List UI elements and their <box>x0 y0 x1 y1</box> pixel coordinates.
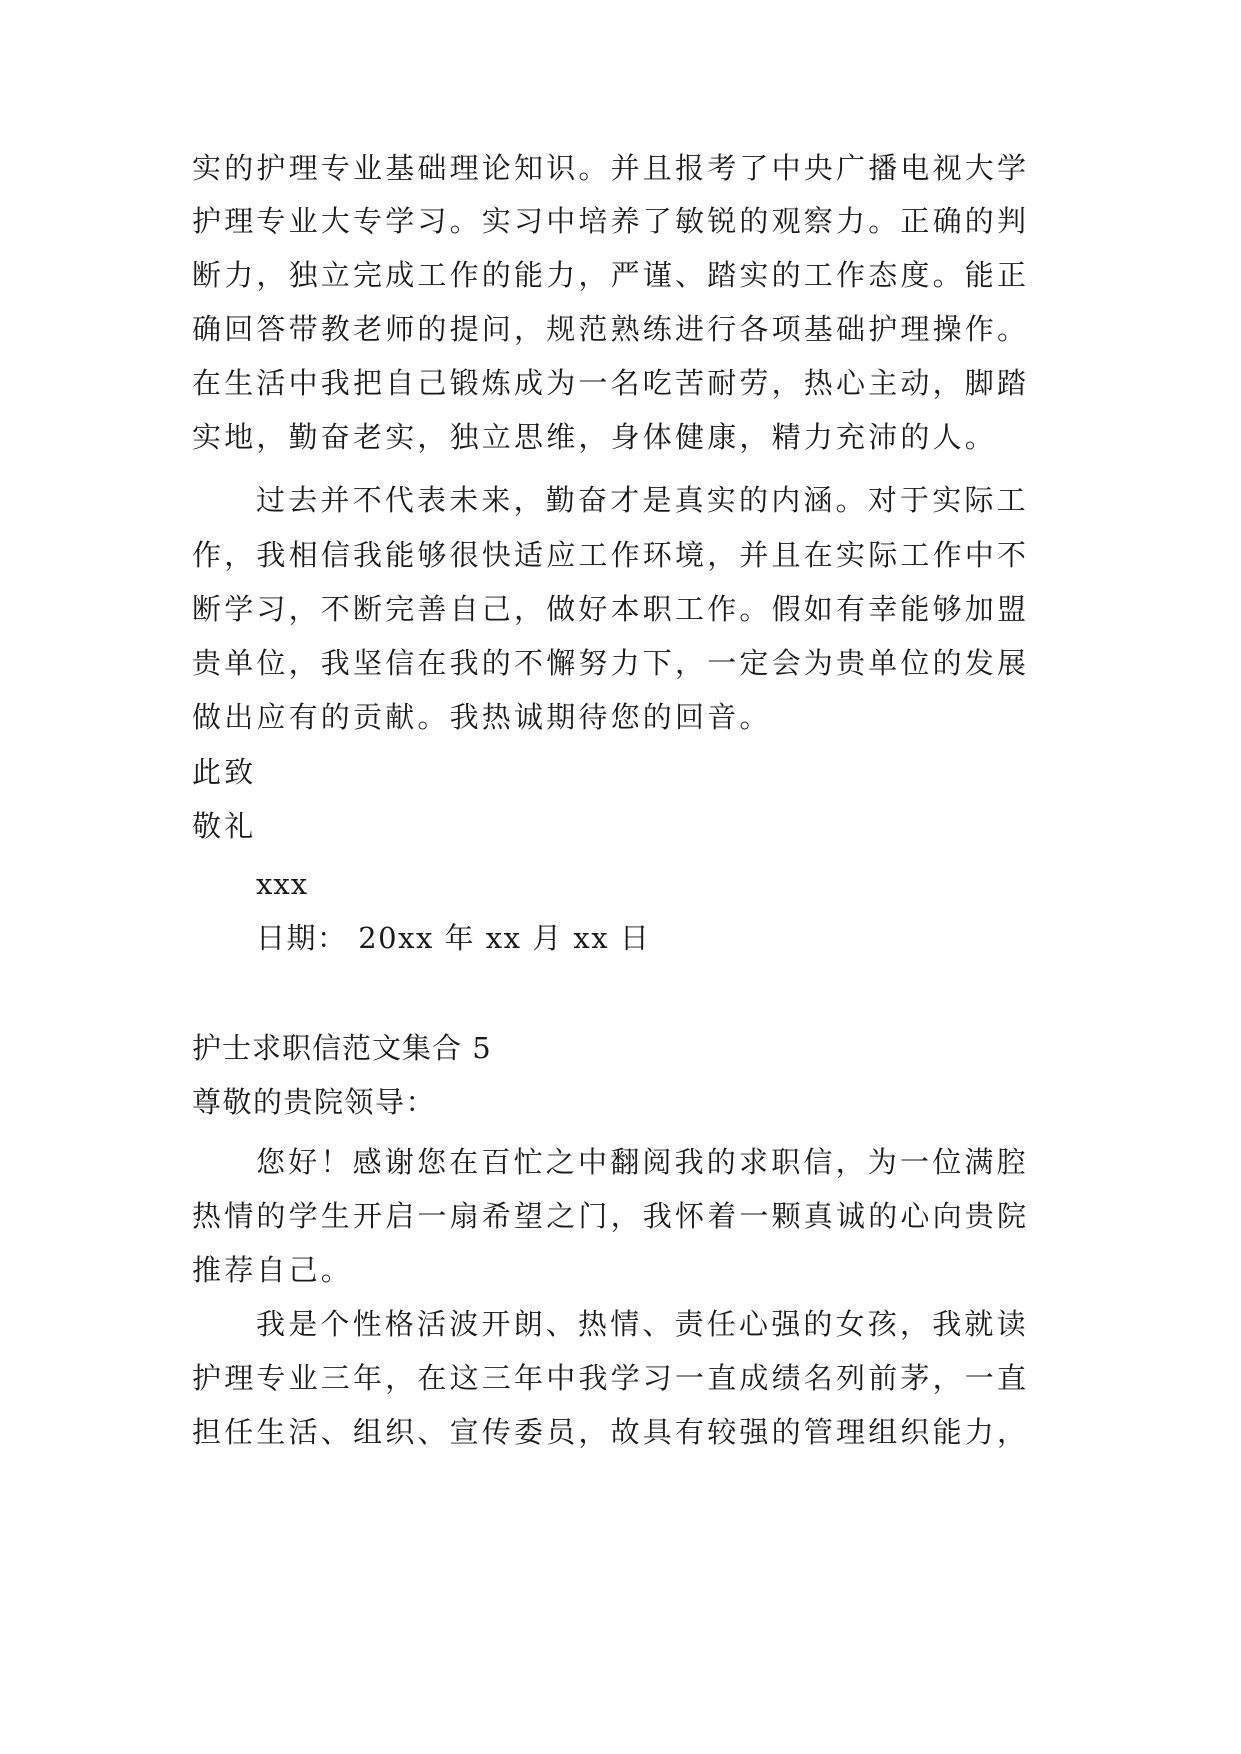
salutation: 尊敬的贵院领导： <box>192 1085 437 1119</box>
text-line: 在生活中我把自己锻炼成为一名吃苦耐劳，热心主动，脚踏 <box>192 366 1030 400</box>
text-line: 过去并不代表未来，勤奋才是真实的内涵。对于实际工 <box>256 483 1029 517</box>
text-line: 护理专业三年，在这三年中我学习一直成绩名列前茅，一直 <box>192 1361 1030 1395</box>
text-line: 护理专业大专学习。实习中培养了敏锐的观察力。正确的判 <box>192 204 1030 238</box>
closing-line-2: 敬礼 <box>192 809 257 843</box>
text-line: 作，我相信我能够很快适应工作环境，并且在实际工作中不 <box>192 538 1030 572</box>
text-line: 热情的学生开启一扇希望之门，我怀着一颗真诚的心向贵院 <box>192 1199 1030 1233</box>
text-line: 推荐自己。 <box>192 1253 354 1287</box>
section-title: 护士求职信范文集合 5 <box>192 1031 492 1065</box>
date-line: 日期： 20xx 年 xx 月 xx 日 <box>256 921 651 955</box>
text-line: 做出应有的贡献。我热诚期待您的回音。 <box>192 700 772 734</box>
text-line: 断学习，不断完善自己，做好本职工作。假如有幸能够加盟 <box>192 592 1030 626</box>
text-line: 断力，独立完成工作的能力，严谨、踏实的工作态度。能正 <box>192 258 1030 292</box>
text-line: 确回答带教老师的提问，规范熟练进行各项基础护理操作。 <box>192 312 1030 346</box>
text-line: 实地，勤奋老实，独立思维，身体健康，精力充沛的人。 <box>192 420 998 454</box>
text-line: 贵单位，我坚信在我的不懈努力下，一定会为贵单位的发展 <box>192 646 1030 680</box>
text-line: 担任生活、组织、宣传委员，故具有较强的管理组织能力， <box>192 1415 1030 1449</box>
signature: xxx <box>256 867 309 901</box>
text-line: 我是个性格活波开朗、热情、责任心强的女孩，我就读 <box>256 1307 1029 1341</box>
text-line: 您好！感谢您在百忙之中翻阅我的求职信，为一位满腔 <box>256 1145 1029 1179</box>
text-line: 实的护理专业基础理论知识。并且报考了中央广播电视大学 <box>192 151 1030 185</box>
closing-line-1: 此致 <box>192 755 257 789</box>
